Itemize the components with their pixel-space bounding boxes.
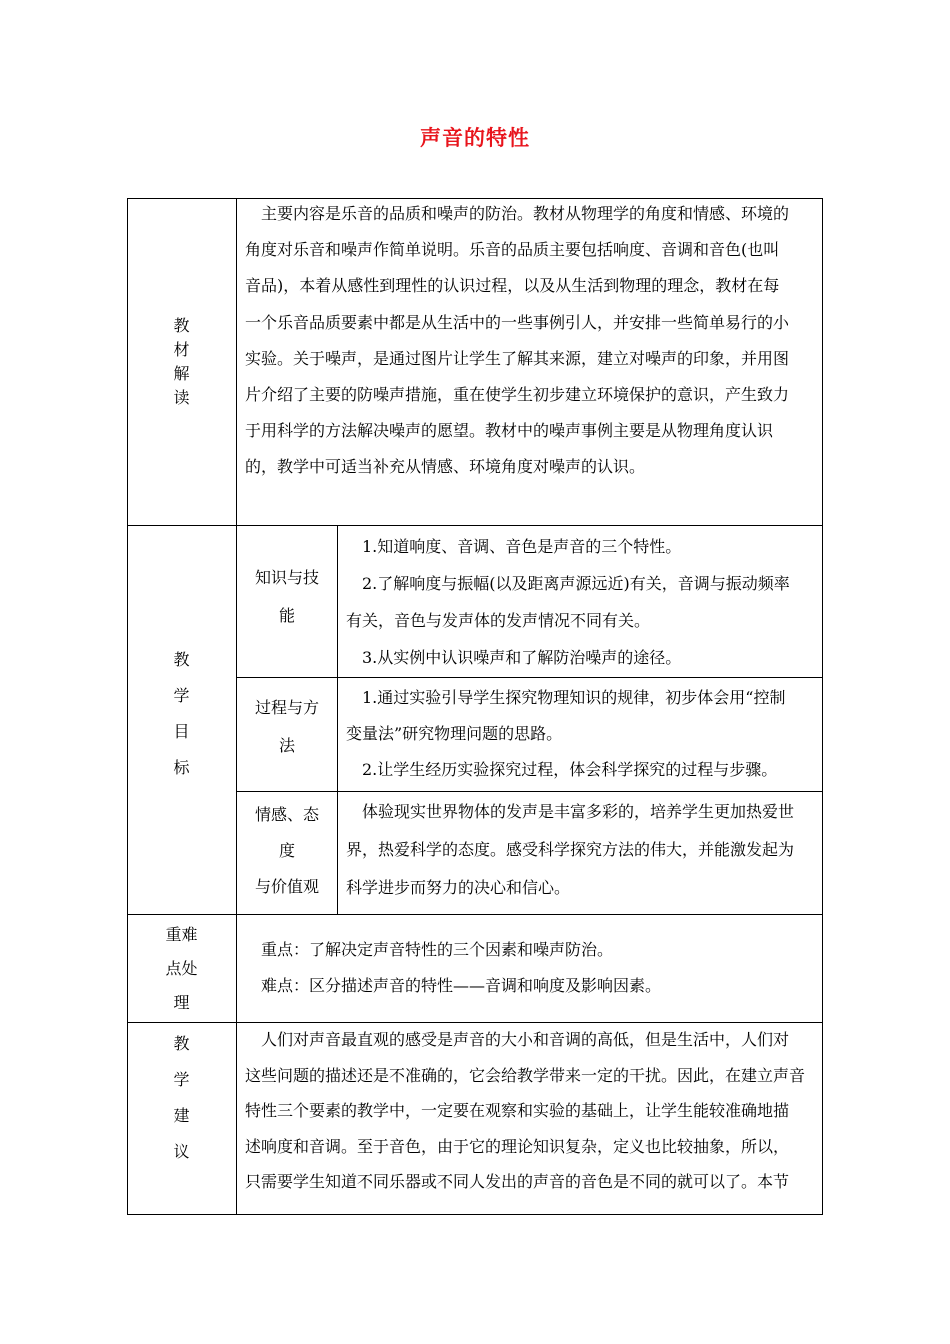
key-points-label: 重难 点处 理 bbox=[165, 924, 198, 1012]
page-title: 声音的特性 bbox=[420, 126, 530, 150]
emotion-text: 体验现实世界物体的发声是丰富多彩的，培养学生更加热爱世 界，热爱科学的态度。感受科学探究方法的伟大，并能激发起为 科学进步而努力的决心和信心。 bbox=[346, 802, 795, 897]
knowledge-label: 知识与技 能 bbox=[254, 568, 319, 625]
row-divider bbox=[127, 525, 823, 526]
suggestions-label: 教 学 建 议 bbox=[173, 1034, 190, 1161]
knowledge-text: 1.知道响度、音调、音色是声音的三个特性。 2.了解响度与振幅(以及距离声源远近)有关，音调与振动频率 有关，音色与发声体的发声情况不同有关。 3.从实例中认识噪声和了解防治噪声的途径。 bbox=[346, 537, 790, 667]
subrow-divider bbox=[236, 677, 823, 678]
subrow-divider bbox=[236, 791, 823, 792]
process-label: 过程与方 法 bbox=[254, 698, 319, 755]
key-points-text: 重点：了解决定声音特性的三个因素和噪声防治。 难点：区分描述声音的特性——音调和响度及影响因素。 bbox=[261, 940, 662, 995]
goals-label: 教 学 目 标 bbox=[173, 650, 190, 777]
suggestions-text: 人们对声音最直观的感受是声音的大小和音调的高低，但是生活中，人们对 这些问题的描述还是不准确的，它会给教学带来一定的干扰。因此，在建立声音 特性三个要素的教学中，一定要在观察和实验的基础上，让学生能较准确地描 述响度和音调。至于音色，由于它的理论知识复杂，定义也比较抽象，所以， 只需要学生知道不同乐器或不同人发出的声音的音色是不同的就可以了。本节 bbox=[245, 1030, 806, 1191]
textbook-text: 主要内容是乐音的品质和噪声的防治。教材从物理学的角度和情感、环境的 角度对乐音和噪声作简单说明。乐音的品质主要包括响度、音调和音色(也叫 音品)，本着从感性到理性的认识过程，以及从生活到物理的理念，教材在每 一个乐音品质要素中都是从生活中的一些事例引人，并安排一些简单易行的小 实验。关于噪声，是通过图片让学生了解其来源，建立对噪声的印象，并用图 片介绍了主要的防噪声措施，重在使学生初步建立环境保护的意识，产生致力 于用科学的方法解决噪声的愿望。教材中的噪声事例主要是从物理角度认识 的，教学中可适当补充从情感、环境角度对噪声的认识。 bbox=[245, 204, 790, 477]
emotion-label: 情感、态 度 与价值观 bbox=[254, 805, 319, 896]
process-text: 1.通过实验引导学生探究物理知识的规律，初步体会用“控制 变量法”研究物理问题的思路。 2.让学生经历实验探究过程，体会科学探究的过程与步骤。 bbox=[346, 688, 786, 779]
textbook-label: 教 材 解 读 bbox=[173, 316, 190, 407]
subcolumn-divider bbox=[337, 525, 338, 914]
